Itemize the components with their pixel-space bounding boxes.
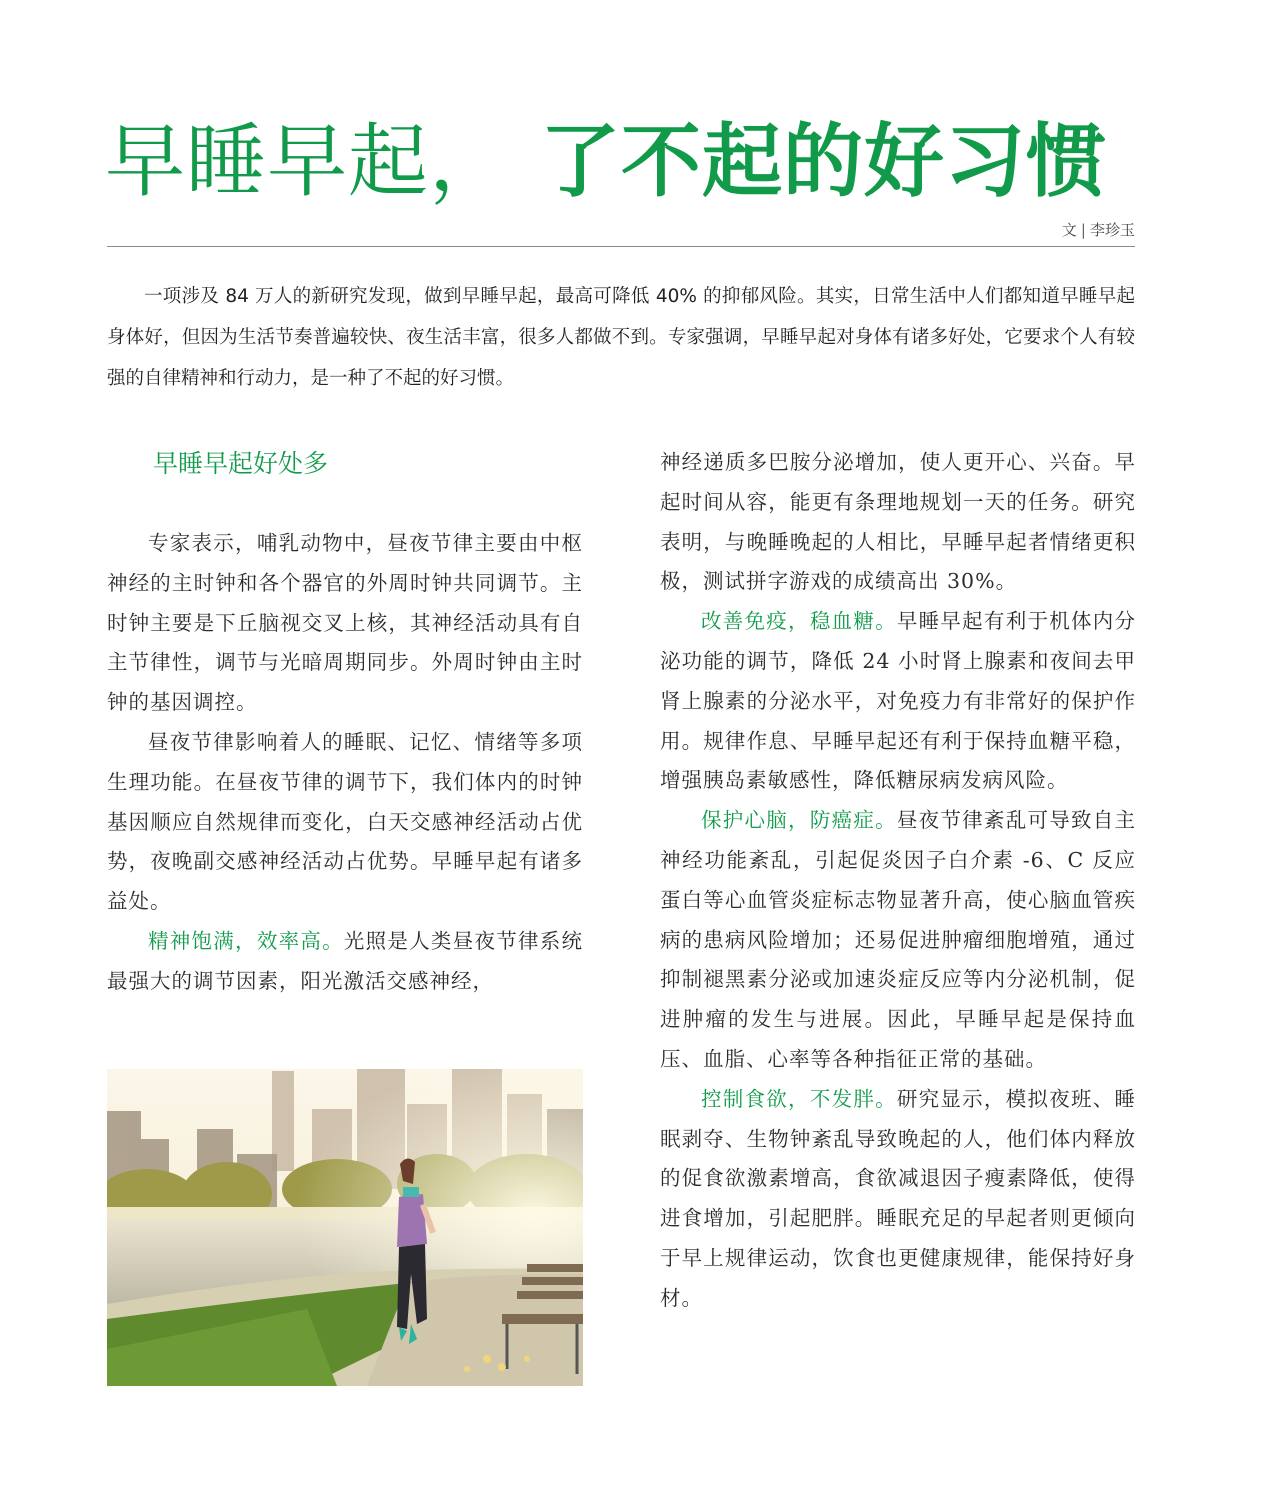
section-heading: 早睡早起好处多 [153, 449, 329, 478]
paragraph-appetite [660, 1080, 1136, 1319]
byline-separator: | [1080, 221, 1086, 239]
paragraph-immunity-body: 早睡早起有利于机体内分泌功能的调节，降低 24 小时肾上腺素和夜间去甲肾上腺素的分泌水平，对免疫力有非常好的保护作用。规律作息、早睡早起还有利于保持血糖平稳，增强胰岛素敏感性，降低糖尿病发病风险。 [660, 609, 1137, 793]
paragraph-circadian-effects: 昼夜节律影响着人的睡眠、记忆、情绪等多项生理功能。在昼夜节律的调节下，我们体内的时钟基因顺应自然规律而变化，白天交感神经活动占优势，夜晚副交感神经活动占优势。早睡早起有诸多益处。 [107, 729, 583, 914]
left-column [107, 443, 583, 1002]
highlight-energy: 精神饱满，效率高。 [148, 928, 344, 953]
highlight-heart-brain: 保护心脑，防癌症。 [701, 808, 897, 833]
paragraph-energy [107, 922, 583, 1002]
byline-prefix: 文 [1061, 221, 1077, 239]
paragraph-dopamine: 神经递质多巴胺分泌增加，使人更开心、兴奋。早起时间从容，能更有条理地规划一天的任务。研究表明，与晚睡晚起的人相比，早睡早起者情绪更积极，测试拼字游戏的成绩高出 30%。 [660, 450, 1136, 594]
paragraph-heart-brain [660, 801, 1136, 1080]
header-divider [107, 246, 1135, 247]
paragraph-immunity [660, 602, 1136, 801]
author-name: 李珍玉 [1089, 221, 1135, 239]
title-part-light: 早睡早起， [105, 115, 510, 208]
paragraph-circadian-clock: 专家表示，哺乳动物中，昼夜节律主要由中枢神经的主时钟和各个器官的外周时钟共同调节。主时钟主要是下丘脑视交叉上核，其神经活动具有自主节律性，调节与光暗周期同步。外周时钟由主时钟的基因调控。 [107, 531, 583, 715]
paragraph-heart-brain-body: 昼夜节律紊乱可导致自主神经功能紊乱，引起促炎因子白介素 -6、C 反应蛋白等心血管炎症标志物显著升高，使心脑血管疾病的患病风险增加；还易促进肿瘤细胞增殖，通过抑制褪黑素分泌或加速炎症反应等内分泌机制，促进肿瘤的发生与进展。因此，早睡早起是保持血压、血脂、心率等各种指征正常的基础。 [660, 808, 1137, 1071]
right-column [660, 443, 1136, 1319]
lead-paragraph: 一项涉及 84 万人的新研究发现，做到早睡早起，最高可降低 40% 的抑郁风险。其实，日常生活中人们都知道早睡早起身体好，但因为生活节奏普遍较快、夜生活丰富，很多人都做不到。专家强调，早睡早起对身体有诸多好处，它要求个人有较强的自律精神和行动力，是一种了不起的好习惯。 [107, 285, 1135, 389]
article-title [105, 112, 1205, 212]
jogger-photo [107, 1069, 583, 1386]
paragraph-appetite-body: 研究显示，模拟夜班、睡眠剥夺、生物钟紊乱导致晚起的人，他们体内释放的促食欲激素增高，食欲减退因子瘦素降低，使得进食增加，引起肥胖。睡眠充足的早起者则更倾向于早上规律运动，饮食也更健康规律，能保持好身材。 [660, 1086, 1137, 1310]
paragraph-energy-body: 光照是人类昼夜节律系统最强大的调节因素，阳光激活交感神经， [107, 928, 584, 993]
highlight-immunity: 改善免疫，稳血糖。 [701, 609, 897, 634]
byline [1062, 219, 1135, 241]
title-part-bold: 了不起的好习惯 [540, 115, 1107, 208]
highlight-appetite: 控制食欲，不发胖。 [701, 1086, 897, 1111]
